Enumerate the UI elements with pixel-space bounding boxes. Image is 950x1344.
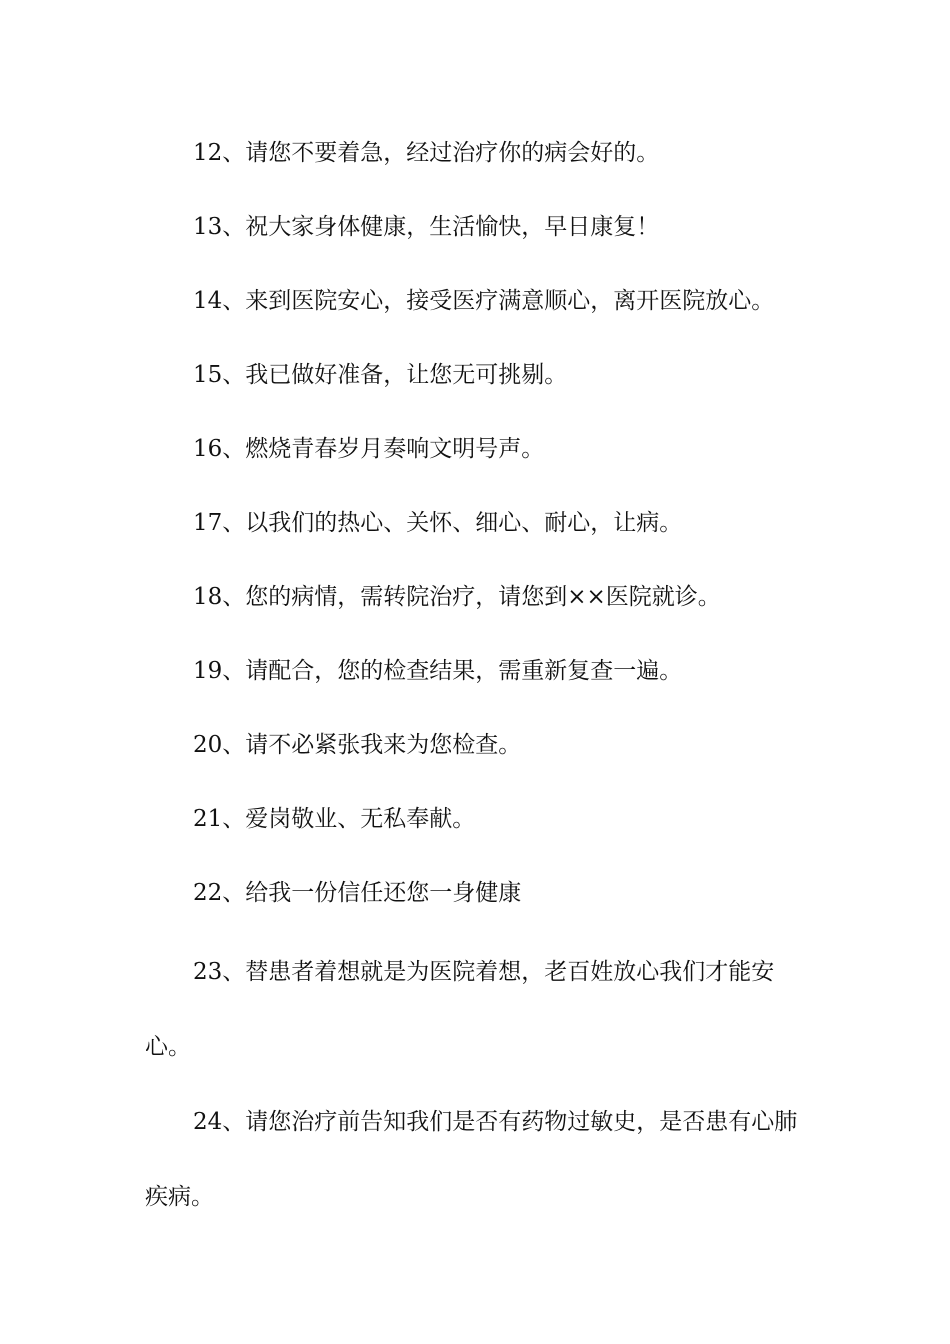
paragraph-23: 23、替患者着想就是为医院着想，老百姓放心我们才能安心。 — [145, 959, 775, 1060]
paragraph-16: 16、燃烧青春岁月奏响文明号声。 — [193, 436, 545, 462]
paragraph-22: 22、给我一份信任还您一身健康 — [193, 880, 522, 906]
paragraph-13: 13、祝大家身体健康，生活愉快，早日康复！ — [193, 214, 660, 240]
paragraph-19: 19、请配合，您的检查结果，需重新复查一遍。 — [193, 658, 683, 684]
paragraph-12: 12、请您不要着急，经过治疗你的病会好的。 — [193, 140, 660, 166]
paragraph-14: 14、来到医院安心，接受医疗满意顺心，离开医院放心。 — [193, 288, 775, 314]
paragraph-24: 24、请您治疗前告知我们是否有药物过敏史，是否患有心肺疾病。 — [145, 1109, 798, 1210]
paragraph-18: 18、您的病情，需转院治疗，请您到××医院就诊。 — [193, 584, 721, 610]
paragraph-21: 21、爱岗敬业、无私奉献。 — [193, 806, 476, 832]
paragraph-15: 15、我已做好准备，让您无可挑剔。 — [193, 362, 568, 388]
paragraph-20: 20、请不必紧张我来为您检查。 — [193, 732, 522, 758]
paragraph-17: 17、以我们的热心、关怀、细心、耐心，让病。 — [193, 510, 683, 536]
